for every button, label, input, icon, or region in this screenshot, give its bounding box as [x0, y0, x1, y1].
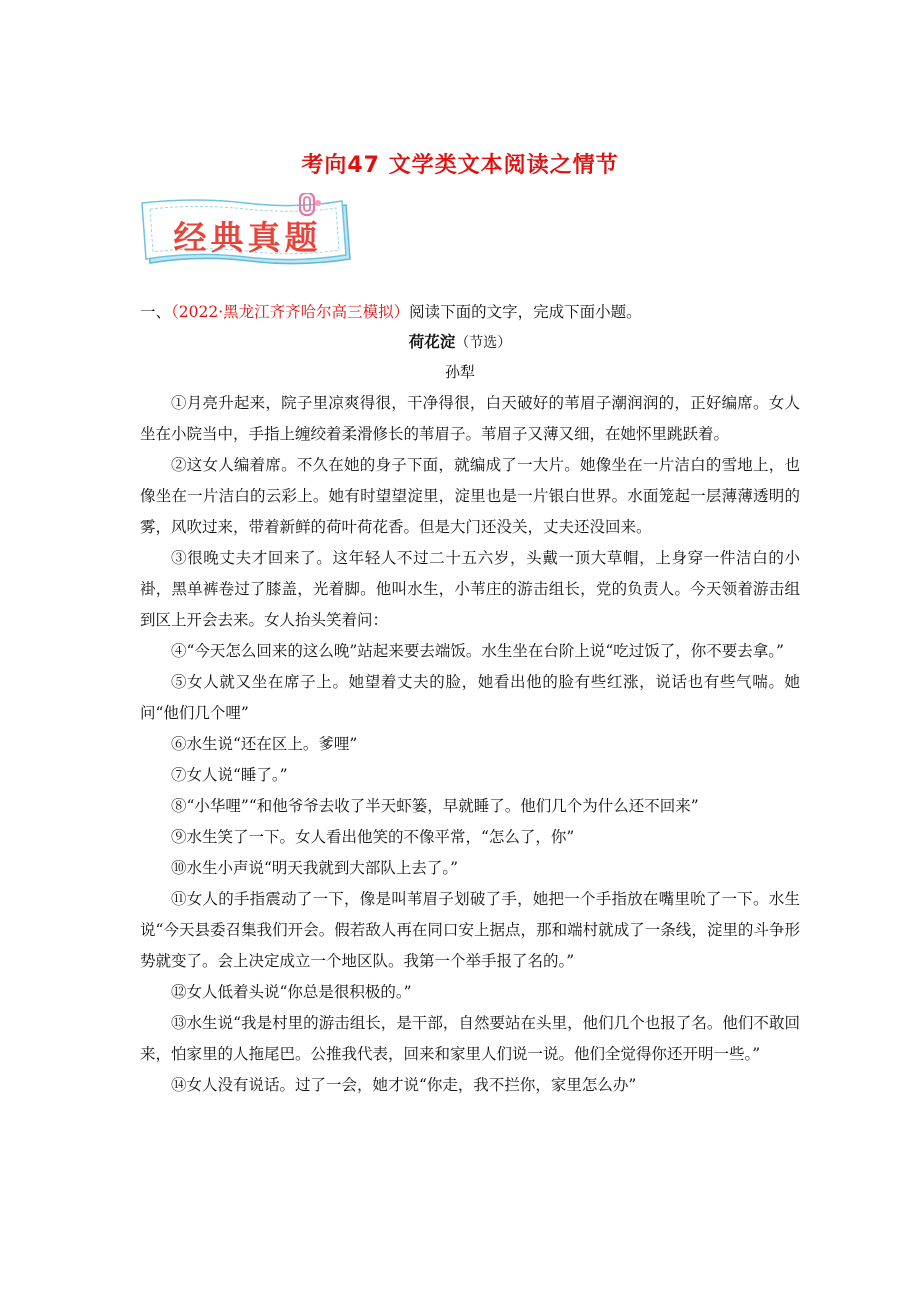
- paragraph-14: ⑭女人没有说话。过了一会，她才说“你走，我不拦你，家里怎么办”: [171, 1076, 637, 1094]
- paragraph-11: ⑪女人的手指震动了一下，像是叫苇眉子划破了手，她把一个手指放在嘴里吮了一下。水生说“今天县委召集我们开会。假若敌人再在同口安上据点，那和端村就成了一条线，淀里的斗争形势就变了。会上决定成立一个地区队。我第一个举手报了名的。”: [140, 890, 800, 970]
- question-instruction: 阅读下面的文字，完成下面小题。: [409, 303, 642, 321]
- page-title: 考向47 文学类文本阅读之情节: [301, 153, 619, 178]
- paragraph-5: ⑤女人就又坐在席子上。她望着丈夫的脸，她看出他的脸有些红涨，说话也有些气喘。她问“他们几个哩”: [140, 673, 800, 722]
- paragraph-4: ④“今天怎么回来的这么晚”站起来要去端饭。水生坐在台阶上说“吃过饭了，你不要去拿。”: [171, 642, 784, 660]
- paragraph-7: ⑦女人说“睡了。”: [171, 766, 288, 784]
- section-banner: [140, 193, 355, 271]
- paragraph-2: ②这女人编着席。不久在她的身子下面，就编成了一大片。她像坐在一片洁白的雪地上，也像坐在一片洁白的云彩上。她有时望望淀里，淀里也是一片银白世界。水面笼起一层薄薄透明的雾，风吹过来，带着新鲜的荷叶荷花香。但是大门还没关，丈夫还没回来。: [140, 456, 800, 536]
- question-number: 一、: [140, 303, 172, 321]
- passage-body: [140, 388, 800, 1101]
- banner-label: 经典真题: [173, 217, 322, 257]
- paragraph-3: ③很晚丈夫才回来了。这年轻人不过二十五六岁，头戴一顶大草帽，上身穿一件洁白的小褂，黑单裤卷过了膝盖，光着脚。他叫水生，小苇庄的游击组长，党的负责人。今天领着游击组到区上开会去来。女人抬头笑着问：: [140, 549, 800, 629]
- passage-title-main: 荷花淀: [408, 332, 456, 351]
- passage-title-sub: （节选）: [455, 335, 512, 351]
- paragraph-1: ①月亮升起来，院子里凉爽得很，干净得很，白天破好的苇眉子潮润润的，正好编席。女人坐在小院当中，手指上缠绞着柔滑修长的苇眉子。苇眉子又薄又细，在她怀里跳跃着。: [140, 394, 800, 443]
- paragraph-12: ⑫女人低着头说“你总是很积极的。”: [171, 983, 412, 1001]
- question-intro: [140, 300, 800, 322]
- paragraph-8: ⑧“小华哩”“和他爷爷去收了半天虾篓，早就睡了。他们几个为什么还不回来”: [171, 797, 699, 815]
- passage-title: [0, 330, 920, 352]
- paragraph-10: ⑩水生小声说“明天我就到大部队上去了。”: [171, 859, 459, 877]
- question-source: （2022·黑龙江齐齐哈尔高三模拟）: [171, 303, 410, 321]
- paragraph-13: ⑬水生说“我是村里的游击组长，是干部，自然要站在头里，他们几个也报了名。他们不敢回来，怕家里的人拖尾巴。公推我代表，回来和家里人们说一说。他们全觉得你还开明一些。”: [140, 1014, 800, 1063]
- paragraph-9: ⑨水生笑了一下。女人看出他笑的不像平常，“怎么了，你”: [171, 828, 575, 846]
- passage-author: 孙犁: [444, 363, 475, 381]
- paragraph-6: ⑥水生说“还在区上。爹哩”: [171, 735, 358, 753]
